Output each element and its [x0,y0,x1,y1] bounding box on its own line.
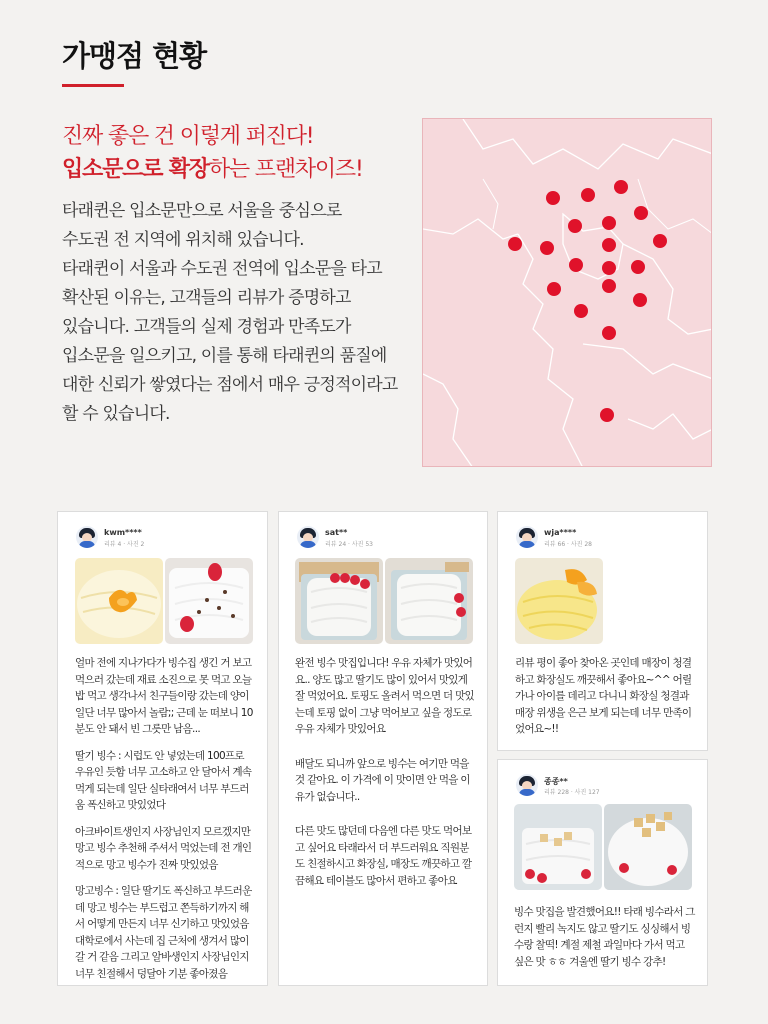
review-paragraph: 딸기 빙수 : 시럽도 안 넣었는데 100프로 우유인 듯함 너무 고소하고 안 달아서 계속 먹게 되는데 일단 실타래여서 너무 부드러움 폭신하고 맛있었다 [75,749,252,811]
map-boundary [463,119,712,169]
intro-line: 확산된 이유는, 고객들의 리뷰가 증명하고 [62,288,351,308]
title-underline [62,84,124,87]
map-marker-icon [600,408,614,422]
review-photo-injeolmi [514,804,602,890]
intro-line: 타래퀸은 입소문만으로 서울을 중심으로 [62,201,342,221]
intro-text [62,197,412,429]
intro-line: 대한 신뢰가 쌓였다는 점에서 매우 긍정적이라고 [62,375,398,395]
review-card [497,511,708,751]
intro-line: 타래퀸이 서울과 수도권 전역에 입소문을 타고 [62,259,382,279]
review-paragraph: 리뷰 평이 좋아 찾아온 곳인데 매장이 청결하고 화장실도 깨끗해서 좋아요~^^ 어릴 가나 아이를 데리고 다니니 화장실 청결과 매장 위생을 은근 보게 되는데 너무 만족이었어요~!! [515,657,692,735]
review-text [514,904,696,980]
user-avatar-icon [516,526,538,548]
review-meta: 리뷰 24 · 사진 53 [325,541,373,548]
store-map [422,118,712,467]
map-marker-icon [602,238,616,252]
review-photo-bingsu [385,558,473,644]
review-paragraph: 아크바이트생인지 사장님인지 모르겠지만 망고 빙수 추천해 주셔서 먹었는데 전 개인적으로 망고 빙수가 진짜 맛있었음 [75,825,252,871]
map-boundary [638,179,712,234]
review-username: sat** [325,528,348,537]
intro-line: 입소문을 일으키고, 이를 통해 타래퀸의 품질에 [62,346,387,366]
review-paragraph: 완전 빙수 맛집입니다! 우유 자체가 맛있어요.. 양도 많고 딸기도 많이 있어서 맛있게 잘 먹었어요. 토핑도 올려서 먹으면 더 맛있는데 토핑 없이 그냥 먹어보고 싶을 정도로 우유 자체가 맛있어요 [295,657,474,735]
map-boundary [583,344,712,379]
map-marker-icon [568,219,582,233]
map-boundary [628,414,712,439]
review-card [57,511,268,986]
store-markers [508,180,667,422]
intro-line: 있습니다. 고객들의 실제 경험과 만족도가 [62,317,351,337]
review-paragraph: 얼마 전에 지나가다가 빙수집 생긴 거 보고 먹으러 갔는데 재료 소진으로 못 먹고 오늘 밥 먹고 생각나서 친구들이랑 갔는데 양이 일단 너무 많아서 놀람;; 근데 눈 떠보니 10분도 안 돼서 빈 그릇만 남음... [75,657,253,735]
review-photo-mango-bingsu [515,558,603,644]
review-text [75,655,255,992]
review-card [278,511,488,986]
intro-line: 할 수 있습니다. [62,404,170,424]
map-marker-icon [634,206,648,220]
headline-line2 [62,153,363,186]
map-marker-icon [574,304,588,318]
map-marker-icon [540,241,554,255]
review-photo-strawberry [165,558,253,644]
map-marker-icon [581,188,595,202]
map-boundary [423,374,473,467]
review-username: 종종** [544,777,568,786]
map-marker-icon [508,237,522,251]
map-marker-icon [614,180,628,194]
map-marker-icon [631,260,645,274]
intro-line: 수도권 전 지역에 위치해 있습니다. [62,230,304,250]
headline-rest: 하는 프랜차이즈! [208,157,363,182]
map-marker-icon [653,234,667,248]
map-marker-icon [633,293,647,307]
review-meta: 리뷰 4 · 사진 2 [104,541,145,548]
review-paragraph: 망고빙수 : 일단 딸기도 폭신하고 부드러운데 망고 빙수는 부드럽고 쫀득하기까지 해서 어떻게 만든지 너무 신기하고 맛있었음 대학로에서 사는데 집 근처에 생겨서 많이 갈 거 같음 그리고 알바생인지 사장님인지 너무 친절해서 덩달아 기분 좋아졌음 [75,885,252,980]
review-meta: 리뷰 228 · 사진 127 [544,789,600,796]
review-paragraph: 빙수 맛집을 발견했어요!! 타래 빙수라서 그런지 빨리 녹지도 않고 딸기도 싱싱해서 빙수랑 찰떡! 계절 제철 과일마다 가서 먹고 싶은 맛 ㅎㅎ 겨울엔 딸기 빙수 강추! [514,906,695,968]
map-marker-icon [602,326,616,340]
review-paragraph: 다른 맛도 많던데 다음엔 다른 맛도 먹어보고 싶어요 타래라서 더 부드러워요 직원분도 친절하시고 화장실, 매장도 깨끗하고 깔끔해요 테이블도 많아서 편하고 좋아요 [295,825,472,887]
review-photo-bingsu [295,558,383,644]
page-title: 가맹점 현황 [62,39,207,73]
review-meta: 리뷰 66 · 사진 28 [544,541,592,548]
review-card [497,759,708,986]
map-marker-icon [602,261,616,275]
map-marker-icon [602,279,616,293]
review-text [295,655,475,899]
headline [62,120,363,186]
review-photo-injeolmi [604,804,692,890]
map-graphic [423,119,712,467]
review-username: kwm**** [104,528,142,537]
review-text [515,655,695,748]
user-avatar-icon [297,526,319,548]
map-marker-icon [569,258,583,272]
user-avatar-icon [76,526,98,548]
map-boundary [623,244,712,334]
review-photo-mango [75,558,163,644]
review-username: wja**** [544,528,577,537]
headline-emphasis: 입소문으로 확장 [62,157,209,182]
headline-line1: 진짜 좋은 건 이렇게 퍼진다! [62,124,314,149]
map-marker-icon [546,191,560,205]
map-boundary [483,179,498,229]
user-avatar-icon [516,774,538,796]
map-marker-icon [602,216,616,230]
review-paragraph: 배달도 되니까 앞으로 빙수는 여기만 먹을 것 같아요. 이 가격에 이 맛이면 안 먹을 이유가 없습니다.. [295,757,470,803]
map-marker-icon [547,282,561,296]
map-boundary [423,219,518,239]
